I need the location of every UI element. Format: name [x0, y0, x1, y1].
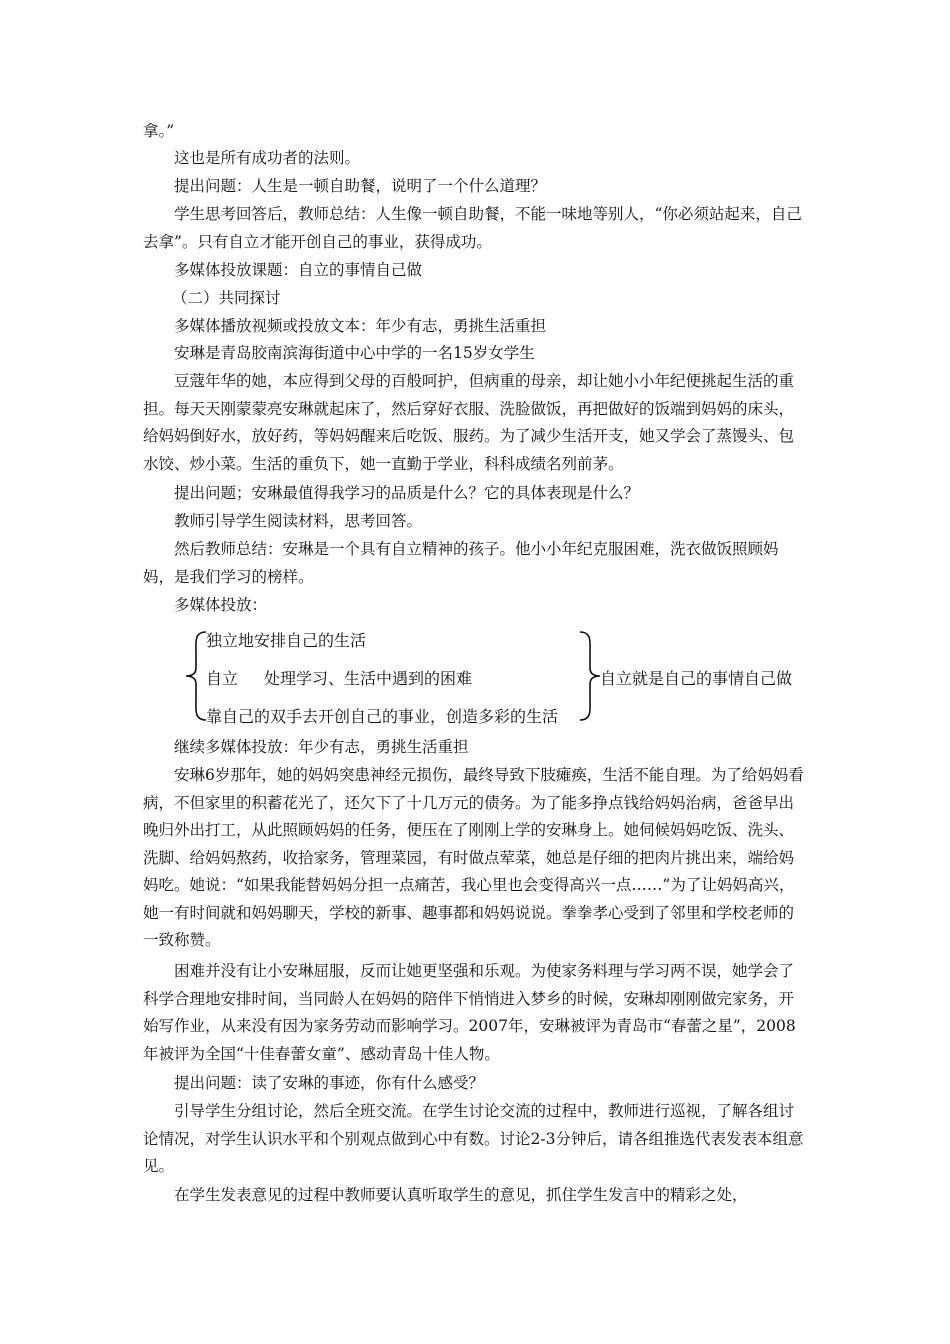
- paragraph-15: 安琳6岁那年，她的妈妈突患神经元损伤，最终导致下肢瘫痪，生活不能自理。为了给妈妈看病，不但家里的积蓄花光了，还欠下了十几万元的债务。为了能多挣点钱给妈妈治病，爸爸早出晚归外出打工，从此照顾妈妈的任务，便压在了刚刚上学的安琳身上。她伺候妈妈吃饭、洗头、洗脚、给妈妈熬药，收拾家务，管理菜园，有时做点荤菜，她总是仔细的把肉片挑出来，端给妈妈吃。她说：“如果我能替妈妈分担一点痛苦，我心里也会变得高兴一点……”为了让妈妈高兴，她一有时间就和妈妈聊天，学校的新事、趣事都和妈妈说说。拳拳孝心受到了邻里和学校老师的一致称赞。: [143, 766, 804, 949]
- diagram-item-2: 处理学习、生活中遇到的困难: [264, 669, 473, 688]
- paragraph-2: 这也是所有成功者的法则。: [174, 149, 361, 167]
- paragraph-8: 安琳是青岛胶南滨海街道中心中学的一名15岁女学生: [174, 344, 535, 362]
- diagram-item-1: 独立地安排自己的生活: [206, 631, 367, 650]
- paragraph-1: 拿。”: [143, 122, 175, 140]
- paragraph-13: 多媒体投放：: [174, 596, 268, 614]
- diagram-item-3: 靠自己的双手去开创自己的事业，创造多彩的生活: [206, 707, 559, 726]
- self-reliance-diagram: [180, 628, 820, 724]
- paragraph-14: 继续多媒体投放：年少有志，勇挑生活重担: [174, 738, 469, 756]
- paragraph-16: 困难并没有让小安琳屈服，反而让她更坚强和乐观。为使家务料理与学习两不误，她学会了科学合理地安排时间，当同龄人在妈妈的陪伴下悄悄进入梦乡的时候，安琳却刚刚做完家务，开始写作业，从来没有因为家务劳动而影响学习。2007年，安琳被评为青岛市“春蕾之星”，2008年被评为全国“十佳春蕾女童”、感动青岛十佳人物。: [143, 962, 796, 1063]
- right-brace: [578, 628, 602, 724]
- paragraph-11: 教师引导学生阅读材料，思考回答。: [174, 512, 423, 530]
- paragraph-9: 豆蔻年华的她，本应得到父母的百般呵护，但病重的母亲，却让她小小年纪便挑起生活的重担。每天天刚蒙蒙亮安琳就起床了，然后穿好衣服、洗脸做饭，再把做好的饭端到妈妈的床头，给妈妈倒好水，放好药，等妈妈醒来后吃饭、服药。为了减少生活开支，她又学会了蒸馒头、包水饺、炒小菜。生活的重负下，她一直勤于学业，科科成绩名列前茅。: [143, 372, 795, 473]
- paragraph-4: 学生思考回答后，教师总结：人生像一顿自助餐，不能一味地等别人，“你必须站起来，自己去拿”。只有自立才能开创自己的事业，获得成功。: [143, 205, 802, 251]
- paragraph-19: 在学生发表意见的过程中教师要认真听取学生的意见，抓住学生发言中的精彩之处，: [174, 1186, 748, 1204]
- paragraph-18: 引导学生分组讨论，然后全班交流。在学生讨论交流的过程中，教师进行巡视，了解各组讨论情况，对学生认识水平和个别观点做到心中有数。讨论2-3分钟后，请各组推选代表发表本组意见。: [143, 1102, 804, 1175]
- paragraph-3: 提出问题：人生是一顿自助餐，说明了一个什么道理？: [174, 177, 547, 195]
- diagram-center-label: 自立: [206, 669, 239, 688]
- paragraph-10: 提出问题；安琳最值得我学习的品质是什么？它的具体表现是什么？: [174, 484, 640, 502]
- paragraph-12: 然后教师总结：安琳是一个具有自立精神的孩子。他小小年纪克服困难，洗衣做饭照顾妈妈，是我们学习的榜样。: [143, 540, 779, 586]
- diagram-conclusion: 自立就是自己的事情自己做: [600, 669, 793, 688]
- section-heading: （二）共同探讨: [172, 289, 281, 307]
- paragraph-7: 多媒体播放视频或投放文本：年少有志，勇挑生活重担: [174, 317, 547, 335]
- left-brace: [184, 628, 208, 724]
- paragraph-5: 多媒体投放课题：自立的事情自己做: [174, 261, 423, 279]
- paragraph-17: 提出问题：读了安琳的事迹，你有什么感受？: [174, 1074, 485, 1092]
